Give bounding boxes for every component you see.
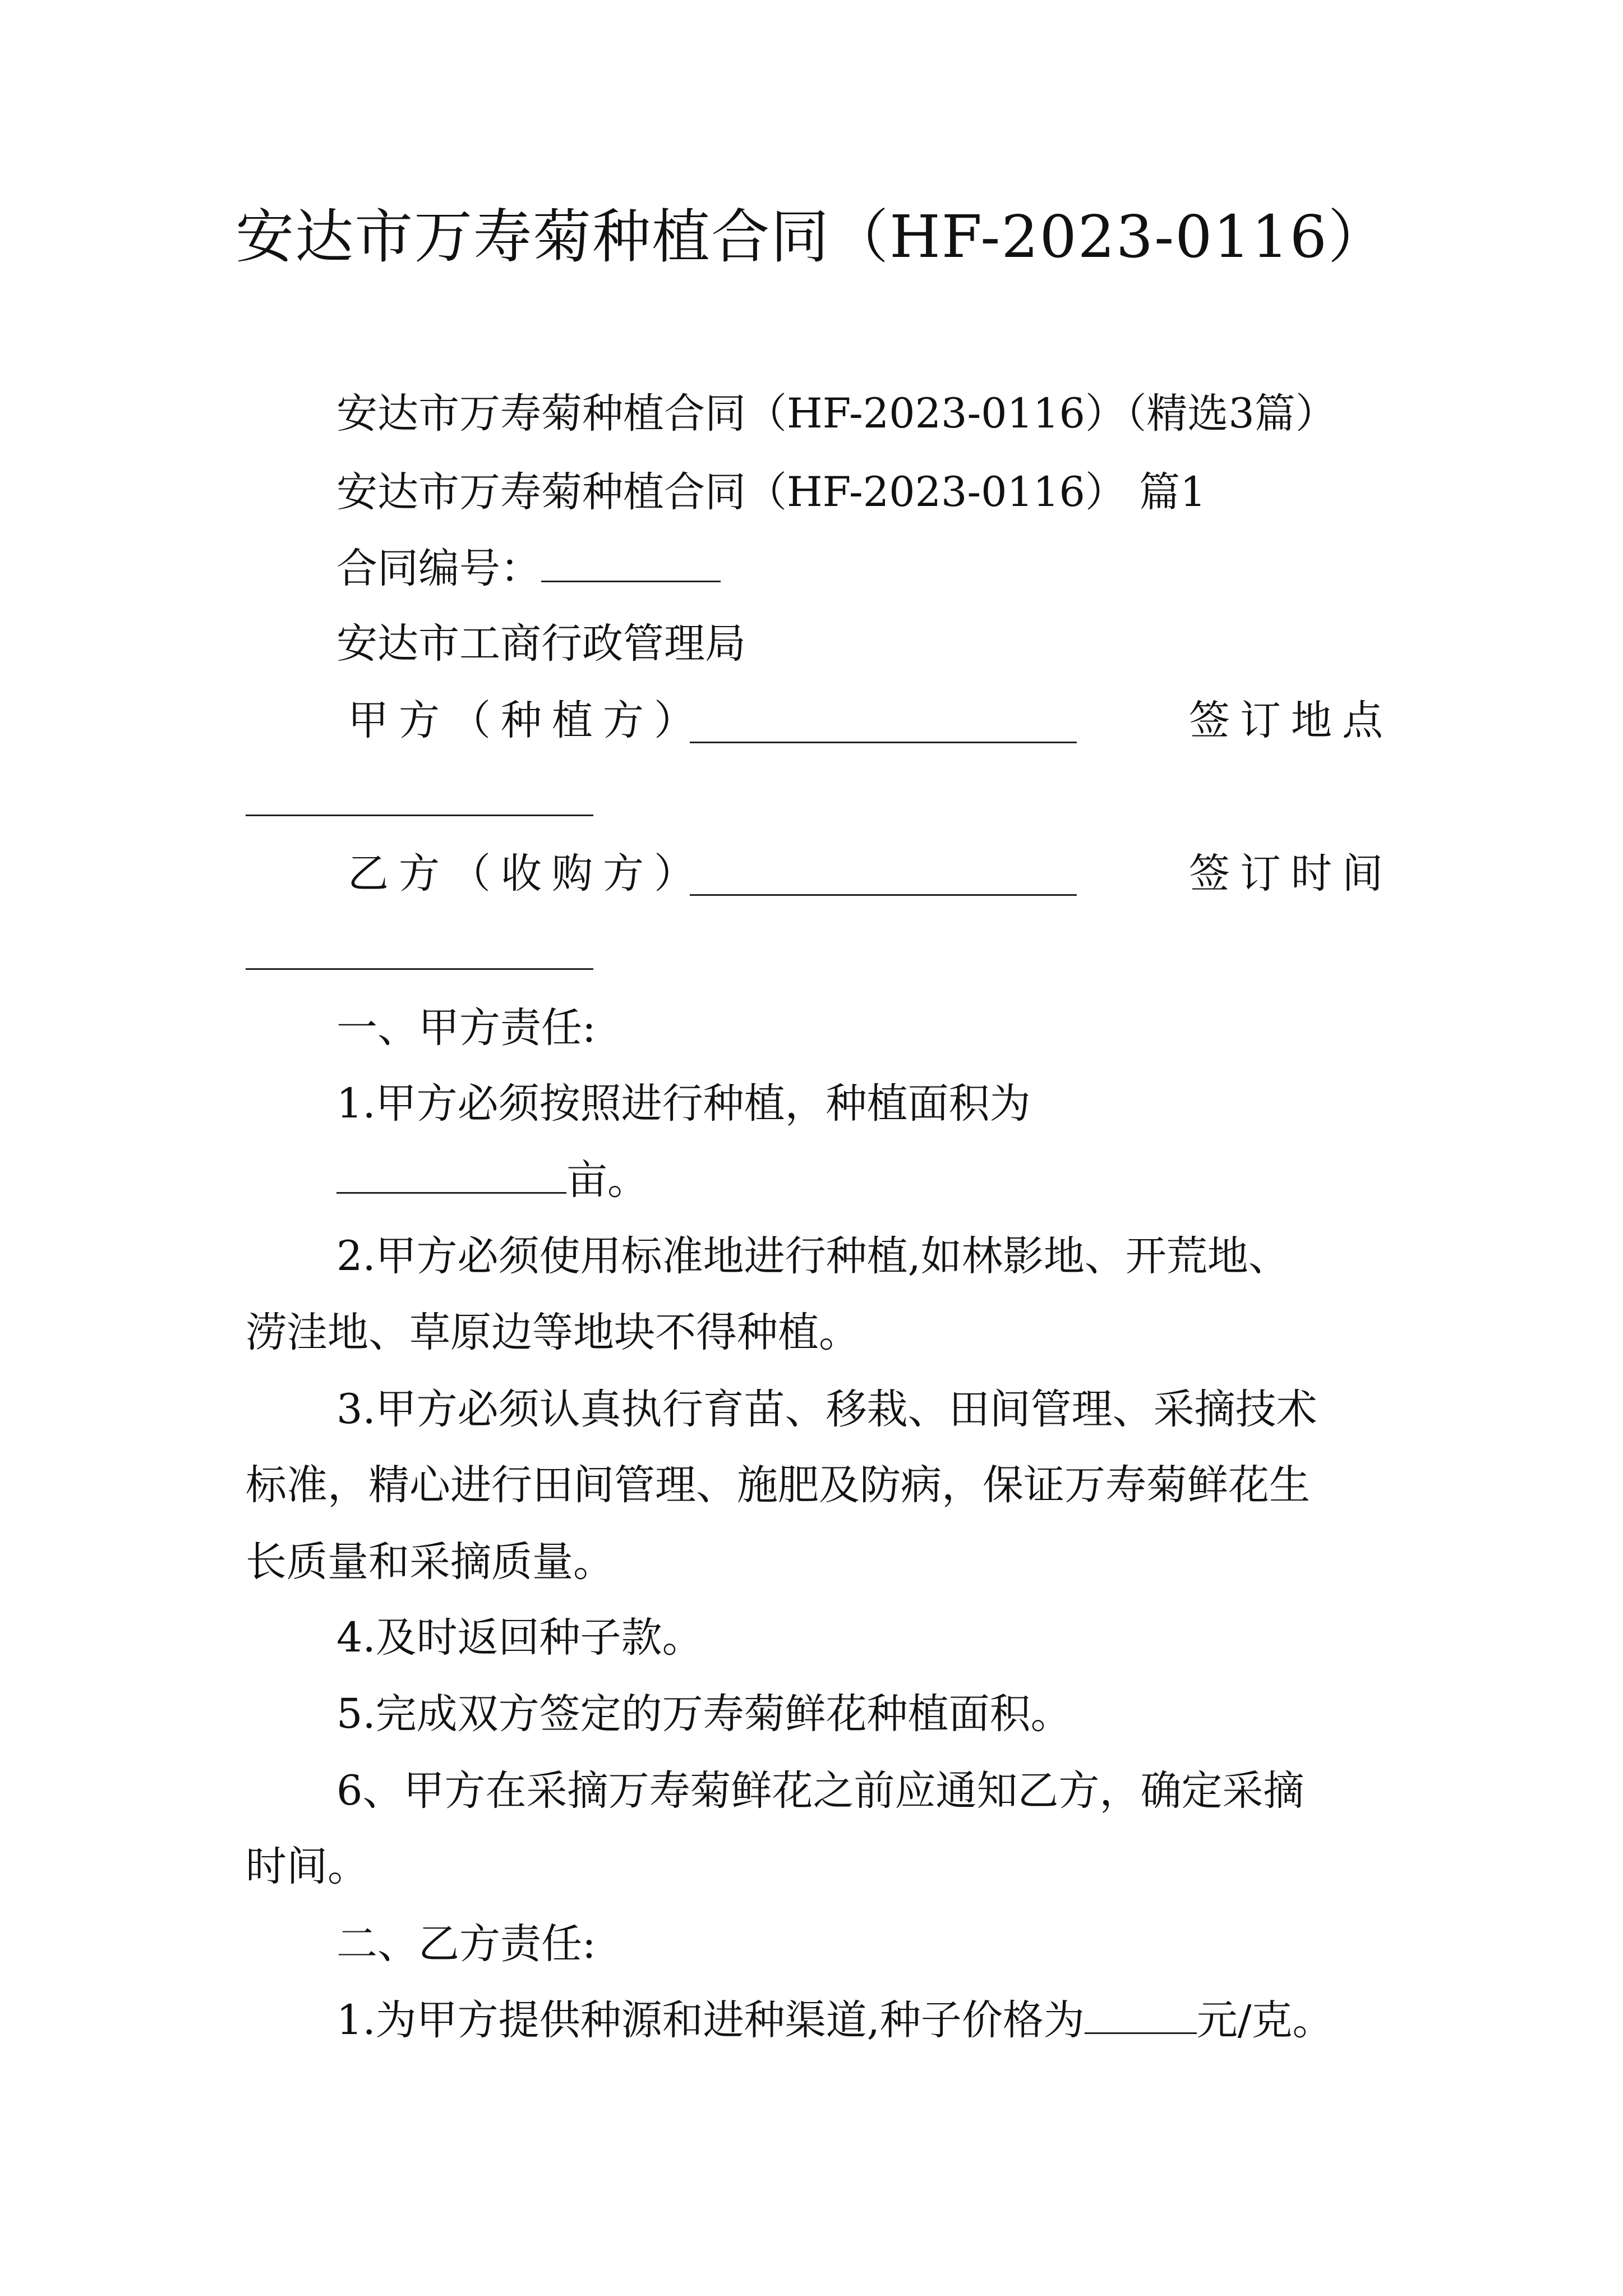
s1-item3-line2: 标准，精心进行田间管理、施肥及防病，保证万寿菊鲜花生 (246, 1461, 1310, 1509)
party-a-blank (690, 739, 1077, 743)
party-b-line (348, 847, 705, 901)
s1-item2-line1: 2.甲方必须使用标准地进行种植,如林影地、开荒地、 (336, 1232, 1289, 1280)
s1-item1-unit-line (336, 1153, 648, 1207)
s2-item1-line (336, 1993, 1333, 2047)
contract-number-blank (541, 541, 721, 582)
subtitle-article: 安达市万寿菊种植合同（HF-2023-0116） 篇1 (336, 468, 1206, 516)
s1-item3-line1: 3.甲方必须认真执行育苗、移栽、田间管理、采摘技术 (336, 1386, 1317, 1433)
s2-item1-unit: 元/克。 (1196, 1996, 1334, 2044)
seed-price-blank (1085, 1993, 1197, 2034)
s1-item4: 4.及时返回种子款。 (336, 1614, 703, 1662)
sign-time-label: 签订时间 (1189, 850, 1393, 898)
party-a-label: 甲方（种植方） (348, 697, 705, 744)
s2-item1-text: 1.为甲方提供种源和进种渠道,种子价格为 (336, 1996, 1085, 2044)
area-blank (336, 1153, 566, 1194)
document-title: 安达市万寿菊种植合同（HF-2023-0116） (236, 203, 1387, 271)
party-a-line (348, 694, 705, 748)
s1-item2-line2: 涝洼地、草原边等地块不得种植。 (246, 1309, 860, 1356)
s1-item6-line1: 6、甲方在采摘万寿菊鲜花之前应通知乙方，确定采摘 (336, 1767, 1304, 1815)
sign-time-blank (246, 966, 593, 970)
sign-place-label: 签订地点 (1189, 697, 1393, 744)
s1-item6-line2: 时间。 (246, 1843, 368, 1890)
contract-number-label: 合同编号： (336, 545, 541, 592)
party-b-blank (690, 892, 1077, 896)
authority-line: 安达市工商行政管理局 (336, 620, 746, 668)
sign-place-blank (246, 812, 593, 816)
s1-item1-unit: 亩。 (566, 1156, 648, 1204)
party-b-label: 乙方（收购方） (348, 850, 705, 898)
section2-heading: 二、乙方责任: (336, 1920, 596, 1968)
s1-item5: 5.完成双方签定的万寿菊鲜花种植面积。 (336, 1690, 1072, 1738)
section1-heading: 一、甲方责任: (336, 1004, 596, 1052)
s1-item3-line3: 长质量和采摘质量。 (246, 1538, 614, 1586)
subtitle-collection: 安达市万寿菊种植合同（HF-2023-0116）（精选3篇） (336, 390, 1336, 438)
s1-item1-text: 1.甲方必须按照进行种植，种植面积为 (336, 1080, 1031, 1128)
contract-number-line (336, 541, 721, 596)
